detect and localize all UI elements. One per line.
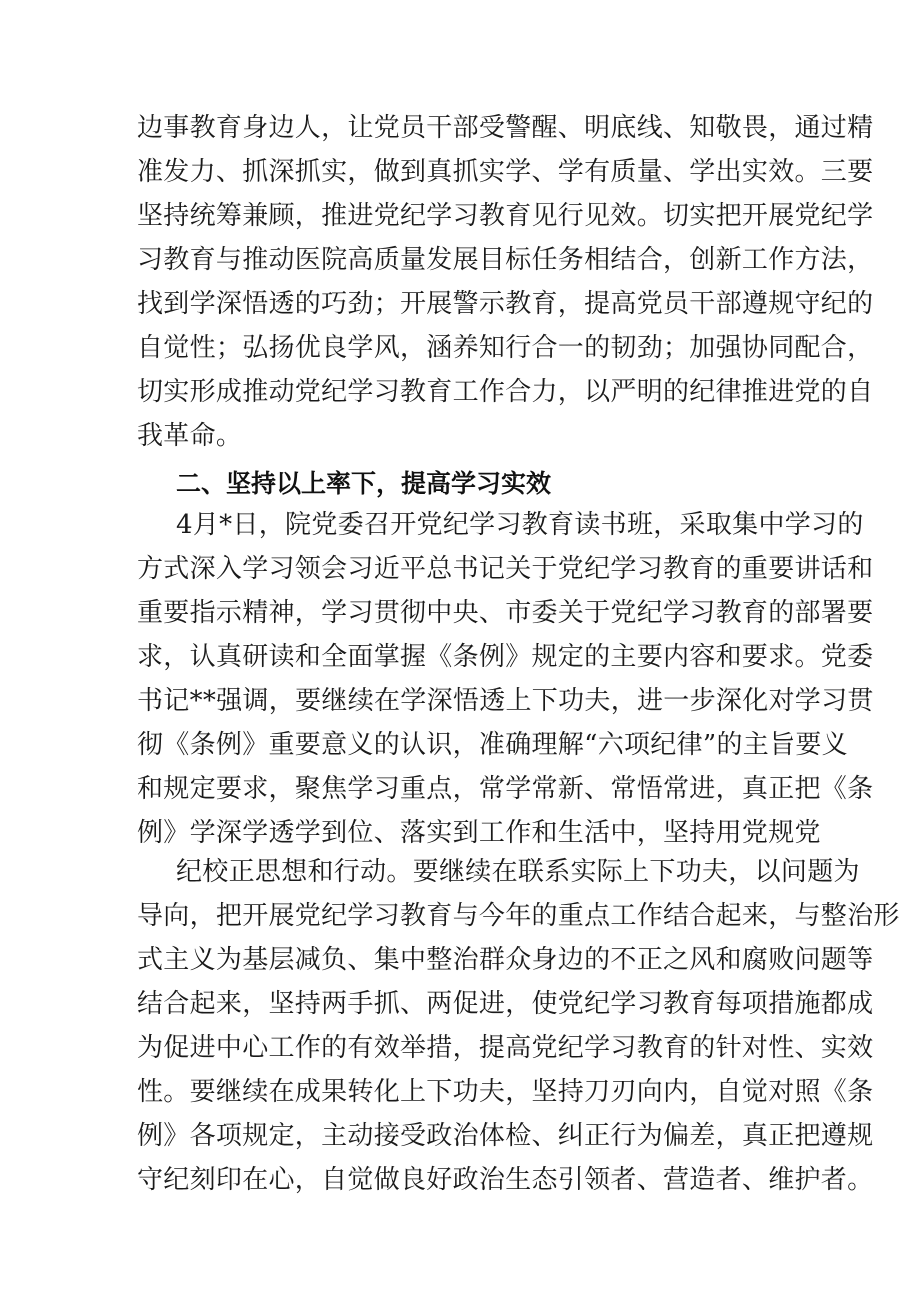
text-line: 准发力、抓深抓实，做到真抓实学、学有质量、学出实效。三要 [137,157,874,187]
text-line: 性。要继续在成果转化上下功夫，坚持刀刃向内，自觉对照《条 [137,1077,874,1107]
text-line: 式主义为基层减负、集中整治群众身边的不正之风和腐败问题等 [137,945,874,975]
text-line: 边事教育身边人，让党员干部受警醒、明底线、知敬畏，通过精 [137,113,874,143]
text-line: 和规定要求，聚焦学习重点，常学常新、常悟常进，真正把《条 [137,774,874,804]
text-line: 例》各项规定，主动接受政治体检、纠正行为偏差，真正把遵规 [137,1121,874,1151]
text-line: 找到学深悟透的巧劲；开展警示教育，提高党员干部遵规守纪的 [137,289,874,319]
text-line: 守纪刻印在心，自觉做良好政治生态引领者、营造者、维护者。 [137,1165,874,1195]
text-line: 书记**强调，要继续在学深悟透上下功夫，进一步深化对学习贯 [137,686,874,716]
text-line: 切实形成推动党纪学习教育工作合力，以严明的纪律推进党的自 [137,377,874,407]
text-line: 导向，把开展党纪学习教育与今年的重点工作结合起来，与整治形 [137,901,900,931]
section-heading: 二、坚持以上率下，提高学习实效 [176,469,552,498]
text-line: 方式深入学习领会习近平总书记关于党纪学习教育的重要讲话和 [137,554,874,584]
text-line: 我革命。 [137,421,243,451]
text-line: 结合起来，坚持两手抓、两促进，使党纪学习教育每项措施都成 [137,989,874,1019]
text-line: 习教育与推动医院高质量发展目标任务相结合，创新工作方法， [137,245,874,275]
text-line: 重要指示精神，学习贯彻中央、市委关于党纪学习教育的部署要 [137,598,874,628]
text-line: 自觉性；弘扬优良学风，涵养知行合一的韧劲；加强协同配合， [137,333,874,363]
text-line: 4月*日，院党委召开党纪学习教育读书班，采取集中学习的 [176,510,864,540]
text-line: 纪校正思想和行动。要继续在联系实际上下功夫，以问题为 [176,857,860,887]
text-line: 求，认真研读和全面掌握《条例》规定的主要内容和要求。党委 [137,642,874,672]
text-line: 为促进中心工作的有效举措，提高党纪学习教育的针对性、实效 [137,1033,874,1063]
text-line: 例》学深学透学到位、落实到工作和生活中，坚持用党规党 [137,818,821,848]
text-line: 彻《条例》重要意义的认识，准确理解“六项纪律”的主旨要义 [137,730,848,760]
text-line: 坚持统筹兼顾，推进党纪学习教育见行见效。切实把开展党纪学 [137,201,874,231]
